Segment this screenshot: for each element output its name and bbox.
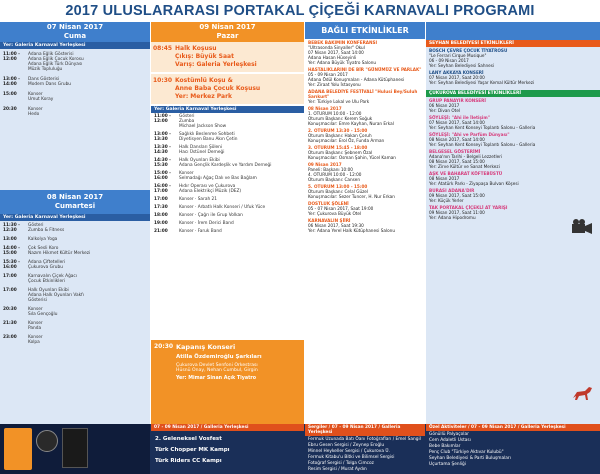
riders-logo <box>62 428 88 468</box>
event-item <box>305 161 425 183</box>
event-item <box>305 88 425 105</box>
schedule-time: 13:00 - 13:30 <box>154 132 171 142</box>
day3-weekday: Pazar <box>216 32 239 40</box>
schedule-time: 18:00 <box>154 213 168 218</box>
event-line: Adana'nın Tarihi - Belgeli Lezzetleri <box>429 154 503 159</box>
event-line: Yer: Adana Büyük Tiyatro Salonu <box>308 60 377 65</box>
chopper-logo <box>36 430 58 452</box>
schedule-row <box>0 237 150 242</box>
event-item <box>426 69 600 86</box>
schedule-row <box>151 213 304 218</box>
schedule-event: Halk Oyunları Ekibi Adana Gençlik Kardeşlik ve Yardım Derneği <box>179 158 272 168</box>
event-line: Adana Hasan Hüseyinli <box>308 55 357 60</box>
schedule-event: Adana Eğlik Gösterisi Adana Eğlik Çocuk Korosu Adana Eğlik Türk Dünyası Müzik Topluluğu <box>28 52 84 72</box>
sponsor-vosfest: 2. Geleneksel Vosfest <box>155 436 222 442</box>
schedule-event: Gösteri Zumba & Fitness <box>28 223 65 233</box>
event-line: 4. OTURUM 10:00 - 12:00 <box>308 172 362 177</box>
closing-time: 20:30 <box>154 343 174 350</box>
event-line: Yer: Zirve Kültür ve Sanat Merkezi <box>429 164 500 169</box>
event-item <box>426 47 600 69</box>
event-line: Yer: Seyhan Belediyesi Sahnesi <box>429 63 495 68</box>
event-heading: 5. OTURUM 13:00 - 15:00 <box>308 184 368 189</box>
footer-item: Gönüllü Palyaçolar <box>429 432 469 437</box>
event-heading: 08 Nisan 2017 <box>308 106 342 111</box>
footer-item: Bebe Bakımlar <box>429 444 461 449</box>
schedule-row <box>0 52 150 72</box>
schedule-event: Konser Sıla Gençoğlu <box>28 307 58 317</box>
schedule-row <box>0 321 150 331</box>
day2-schedule <box>0 221 150 345</box>
schedule-event: Konser · İrem Derici Band <box>179 221 234 226</box>
footer-item: Ebru Gesen Sergisi / Zeynep Eroğlu <box>308 443 385 448</box>
schedule-row <box>0 107 150 117</box>
film-camera-icon <box>571 218 593 236</box>
schedule-event: Konser Umut Koray <box>28 92 54 102</box>
footer-item: Cem Adaletli Ustası <box>429 438 471 443</box>
schedule-row <box>151 114 304 129</box>
event-line: Yer: Çukurova Büyük Otel <box>308 211 362 216</box>
schedule-row <box>0 77 150 87</box>
run1-title: Halk Koşusu <box>175 45 217 52</box>
event-heading: BEBEK BAKIMIN KONFERANSI <box>308 40 378 45</box>
schedule-time: 13:30 - 14:30 <box>154 145 171 155</box>
schedule-event: Konser Panda <box>28 321 43 331</box>
schedule-time: 15:00 <box>3 92 17 97</box>
schedule-row <box>0 246 150 256</box>
run2-title: Kostümlü Koşu & <box>175 77 233 84</box>
schedule-event: Konser Kolpa <box>28 335 43 345</box>
event-heading: LANY AKKAYA KONSERİ <box>429 70 484 75</box>
schedule-row <box>151 184 304 194</box>
event-line: Yer: Seyhan Kent Konseyi Toplantı Salonu - Galleria <box>429 125 536 130</box>
event-line: Adana Ödül Konuşmaları - Adana Kütüphanesi <box>308 77 405 82</box>
day2-weekday: Cumartesi <box>54 202 96 210</box>
event-line: Yer: Seyhan Kent Konseyi Toplantı Salonu - Galleria <box>429 142 536 147</box>
day2-header <box>0 190 150 214</box>
schedule-event: Adana Çiftetelleri Çukurova Grubu <box>28 260 66 270</box>
day1-schedule <box>0 49 150 117</box>
schedule-time: 17:30 <box>154 205 168 210</box>
footer-sponsors <box>0 424 150 474</box>
day2-date: 08 Nisan 2017 <box>46 193 104 201</box>
schedule-row <box>0 92 150 102</box>
cukurova-header: ÇUKUROVA BELEDİYESİ ETKİNLİKLERİ <box>426 90 600 97</box>
footer-item: Seyhan Belediyesi & Parti Buluşmaları <box>429 456 511 461</box>
event-line: 07 Nisan 2017, Saat 20:00 <box>429 75 485 80</box>
event-line: Yer: Seyhan Belediyesi Yaşar Kemal Kültür Merkezi <box>429 80 535 85</box>
event-line: 07 Nisan 2017, Saat 14:00 <box>429 120 485 125</box>
event-line: Konuşmacılar: Erol Öz, Funda Arman <box>308 138 385 143</box>
schedule-time: 19:00 <box>154 221 168 226</box>
event-line: Yer: Adana Yerel Halk Kütüphanesi Salonu <box>308 228 395 233</box>
event-line: Yer: Divan Otel <box>429 108 461 113</box>
footer-item: Fermuk Kitabu'u Bitki ve Bilimsel Sergisi <box>308 455 395 460</box>
event-heading: GRUP PANAYIR KONSERİ <box>429 98 486 103</box>
schedule-time: 20:30 <box>3 307 17 312</box>
event-line: 09 Nisan 2017, Saat 11:00 <box>429 210 485 215</box>
event-line: 08 Nisan 2017, Saat 14:00 <box>429 137 485 142</box>
footer-item: Fermuk Uzunada Batı Öanı Fotoğrafları / Emel Sangil <box>308 437 421 442</box>
event-item <box>426 148 600 170</box>
day-column-2 <box>151 22 304 424</box>
event-heading: 09 Nisan 2017 <box>308 162 342 167</box>
run2-subtitle: Anne Baba Çocuk Koşusu <box>175 85 261 92</box>
schedule-time: 14:30 - 15:30 <box>154 158 171 168</box>
event-line: Oturum Başkanı: Hakan Çoruh <box>308 133 372 138</box>
day1-header <box>0 22 150 42</box>
schedule-time: 21:00 <box>154 229 168 234</box>
event-line: "Ultrasonda Sinyaller" Okul <box>308 45 365 50</box>
event-heading: BURASI ADANA'DIR <box>429 188 475 193</box>
event-item <box>305 183 425 200</box>
vosfest-logo <box>4 428 32 470</box>
day3-header <box>151 22 304 42</box>
day3-date: 09 Nisan 2017 <box>199 23 256 31</box>
day-column-1 <box>0 22 150 424</box>
run1-time: 08:45 <box>153 45 173 52</box>
event-heading: HASTALIKLARINI DE BİR "GÜNÜMÜZ VE PARLAK" <box>308 67 422 72</box>
day3-schedule <box>151 113 304 234</box>
closing-orchestra: Çukurova Devlet Senfoni Orkestrası <box>176 363 258 368</box>
day1-date: 07 Nisan 2017 <box>46 23 104 31</box>
schedule-time: 17:00 <box>3 274 17 279</box>
day1-weekday: Cuma <box>63 32 87 40</box>
event-line: 05 - 07 Nisan 2017, Saat 19:00 <box>308 206 374 211</box>
event-item <box>305 217 425 234</box>
bagli-header: BAĞLI ETKİNLİKLER <box>305 22 425 39</box>
event-line: 08 Nisan 2017 <box>429 176 460 181</box>
closing-title: Kapanış Konseri <box>176 343 236 351</box>
schedule-row <box>0 288 150 303</box>
event-heading: DOSTLUK ŞÖLENİ <box>308 201 349 206</box>
event-line: Oturum Başkanı: Celal Güzel <box>308 189 369 194</box>
run1-start: Çıkış: Büyük Saat <box>175 53 234 60</box>
closing-venue: Yer: Mimar Sinan Açık Tiyatro <box>176 376 257 381</box>
event-heading: BOSCH ÇEVRE ÇOCUK TİYATROSU <box>429 48 508 53</box>
event-line: Yer: Atatürk Parkı - Ziyapaşa Bulvarı Köşesi <box>429 181 519 186</box>
footer-col4 <box>426 424 600 474</box>
schedule-event: Konser · Arbatlı Halk Konseri / Ufuk Yüce <box>179 205 266 210</box>
footer-item: Fotoğraf Sergisi / Tolga Cimcoz <box>308 461 374 466</box>
event-heading: BELGESEL GÖSTERİMİ <box>429 149 481 154</box>
event-item <box>426 97 600 114</box>
schedule-row <box>151 205 304 210</box>
c4-top <box>426 22 600 40</box>
schedule-time: 13:00 - 14:00 <box>3 77 20 87</box>
schedule-time: 21:30 <box>3 321 17 326</box>
event-heading: TAK PORTAKAL ÇİÇEKLİ AT YARIŞI <box>429 205 508 210</box>
schedule-time: 23:00 <box>3 335 17 340</box>
schedule-time: 13:00 <box>3 237 17 242</box>
schedule-row <box>151 132 304 142</box>
municipal-column <box>426 22 600 424</box>
footer-col2-header: 07 - 09 Nisan 2017 / Galleria Yerleşkesi <box>151 424 304 431</box>
footer-col4-header: Özel Aktiviteler / 07 - 09 Nisan 2017 / Galleria Yerleşkesi <box>426 424 600 431</box>
seyhan-header: SEYHAN BELEDİYESİ ETKİNLİKLERİ <box>426 40 600 47</box>
event-line: Paneli: Başkanı 10:00 <box>308 167 353 172</box>
seyhan-list <box>426 47 600 86</box>
schedule-time: 16:00 - 17:00 <box>154 184 171 194</box>
event-heading: ADANA BELEDİYE FESTİVALİ "Hulusi Bey/Suluh Sarıkurt" <box>308 89 418 99</box>
page-title: 2017 ULUSLARARASI PORTAKAL ÇİÇEĞİ KARNAVALI PROGRAMI <box>65 3 535 19</box>
schedule-event: Gösteri Zumba Michael Jackson Show <box>179 114 227 129</box>
event-line: Konuşmacılar: Sezer Tuncer, H. Nur Erkan <box>308 194 395 199</box>
schedule-row <box>0 223 150 233</box>
event-line: 06 Nisan 2017, Saat 19:30 <box>308 223 364 228</box>
schedule-event: Halk Oyunları Ekibi Adana Halk Oyunları Vakfı Gösterisi <box>28 288 84 303</box>
schedule-event: Karnavalın Çiçek Ağacı Çocuk Etkinlikleri <box>28 274 77 284</box>
event-line: 07 Nisan 2017, Saat 14:00 <box>308 50 364 55</box>
day2-venue: Yer: Galeria Karnaval Yerleşkesi <box>0 214 150 221</box>
schedule-event: Konser · Sarah 21 <box>179 197 218 202</box>
run2-block <box>151 74 304 104</box>
event-line: 05 - 09 Nisan 2017 <box>308 72 348 77</box>
event-heading: SÖYLEŞİ: "Ahi ve Parfüm Dünyası" <box>429 132 510 137</box>
event-item <box>305 200 425 217</box>
closing-subtitle: Atilla Özdemiroğlu Şarkıları <box>176 354 262 360</box>
sponsor-chopper: Türk Chopper MK Kampı <box>155 447 230 453</box>
event-item <box>426 131 600 148</box>
event-line: Yer: Adana Hipodromu <box>429 215 476 220</box>
event-line: 06 - 09 Nisan 2017 <box>429 58 469 63</box>
schedule-event: Kalkolya Yoga <box>28 237 58 242</box>
event-line: 08 Nisan 2017, Saat 15:00 <box>429 159 485 164</box>
event-line: 1. OTURUM 10:00 - 12:00 <box>308 111 362 116</box>
event-item <box>305 105 425 127</box>
schedule-time: 15:00 - 16:00 <box>154 171 171 181</box>
footer-item: Penç Club "Türkiye Aktıvar Kulubü" <box>429 450 504 455</box>
run2-time: 10:30 <box>153 77 173 84</box>
schedule-row <box>151 221 304 226</box>
event-item <box>426 170 600 187</box>
schedule-event: Konser Selmadağı Ağaç Dalı ve Bas Bağlam <box>179 171 257 181</box>
event-item <box>305 66 425 88</box>
footer-item: Uçurtama Şenliği <box>429 462 466 467</box>
footer-col2 <box>151 424 304 474</box>
event-line: Oturum Başkanı: Kerem Soğuk <box>308 116 373 121</box>
schedule-event: Hıdır Operası ve Çukurova Adana Elektrikçi Müzik (DEZ) <box>179 184 242 194</box>
event-line: Konuşmacılar: Emre Kayhan, Nuran Erkal <box>308 121 394 126</box>
schedule-row <box>0 260 150 270</box>
schedule-row <box>151 171 304 181</box>
event-line: Yer: Ziraat Yolu İstasyonu <box>308 82 361 87</box>
closing-concert <box>151 340 304 424</box>
schedule-row <box>151 197 304 202</box>
schedule-row <box>0 274 150 284</box>
schedule-time: 17:00 <box>3 288 17 293</box>
schedule-event: Konser · Faruk Band <box>179 229 222 234</box>
schedule-time: 11:30 - 12:30 <box>3 223 20 233</box>
schedule-row <box>151 229 304 234</box>
schedule-time: 15:30 - 16:00 <box>3 260 20 270</box>
event-item <box>305 144 425 161</box>
event-item <box>305 127 425 144</box>
day3-venue: Yer: Galeria Karnaval Yerleşkesi <box>151 106 304 113</box>
schedule-row <box>0 307 150 317</box>
event-heading: 2. OTURUM 13:30 - 15:00 <box>308 128 368 133</box>
schedule-time: 14:00 - 15:00 <box>3 246 20 256</box>
schedule-row <box>151 145 304 155</box>
footer-item: Resim Sergisi / Murat Aydın <box>308 467 367 472</box>
footer-col3-header: Sergiler / 07 - 09 Nisan 2017 / Galleria Yerleşkesi <box>305 424 425 436</box>
schedule-time: 11:00 - 12:00 <box>3 52 20 62</box>
schedule-event: Çok Sesli Koro Nazım Hikmet Kültür Merkezi <box>28 246 91 256</box>
event-line: Oturum Başkanı: Şebnem Özal <box>308 150 373 155</box>
event-line: 09 Nisan 2017, Saat 15:00 <box>429 193 485 198</box>
closing-performers: Hüsnü Onay, Nehan Cumbul, Girgin <box>176 368 258 373</box>
event-heading: KARNAVALIN ŞİİRİ <box>308 218 351 223</box>
event-line: 06 Nisan 2017 <box>429 103 460 108</box>
event-line: Konuşmacılar: Osman Şahin, Yücel Kaman <box>308 155 396 160</box>
schedule-event: Halk Dansları Şöleni Hacı Üstünel Derneği <box>179 145 225 155</box>
event-heading: 3. OTURUM 15:45 - 18:00 <box>308 145 368 150</box>
run1-finish: Varış: Galeria Yerleşkesi <box>175 61 257 68</box>
event-line: Yer: Türkiye Lokal ve Ulu Park <box>308 99 370 104</box>
schedule-event: Konser · Çağrı ile Grup Volkan <box>179 213 243 218</box>
event-line: Yer: Küçük Yerler <box>429 198 464 203</box>
schedule-time: 17:00 <box>154 197 168 202</box>
event-heading: SÖYLEŞİ: "Ahi ile İletişim" <box>429 115 490 120</box>
horse-rider-icon <box>571 384 595 402</box>
schedule-row <box>0 335 150 345</box>
run1-block <box>151 42 304 72</box>
schedule-row <box>151 158 304 168</box>
sponsor-riders: Türk Riders CC Kampı <box>155 458 222 464</box>
event-line: Oturum Başkanı: Cansen <box>308 177 361 182</box>
schedule-event: Konser Hedo <box>28 107 43 117</box>
event-item <box>426 187 600 204</box>
cukurova-list <box>426 97 600 221</box>
event-item <box>426 114 600 131</box>
schedule-event: Sağlıklı Beslenme Sohbeti Diyetisyen Banu Akın Çetin <box>179 132 238 142</box>
footer-col3 <box>305 424 425 474</box>
schedule-time: 20:30 <box>3 107 17 112</box>
event-item <box>305 39 425 66</box>
footer-item: Minnel Heykeller Sergisi / Çukurova Ü. <box>308 449 390 454</box>
event-line: "Le Ferrari Cirque Musique" <box>429 53 487 58</box>
event-heading: AŞK VE BAHARAT KÖFTEBÜSTÜ <box>429 171 503 176</box>
schedule-event: Dans Gösterisi Modern Dans Grubu <box>28 77 72 87</box>
day1-venue: Yer: Galeria Karnaval Yerleşkesi <box>0 42 150 49</box>
run2-venue: Yer: Merkez Park <box>175 93 233 100</box>
schedule-time: 11:00 - 12:00 <box>154 114 171 124</box>
bagli-column <box>305 22 425 424</box>
bagli-list <box>305 39 425 234</box>
